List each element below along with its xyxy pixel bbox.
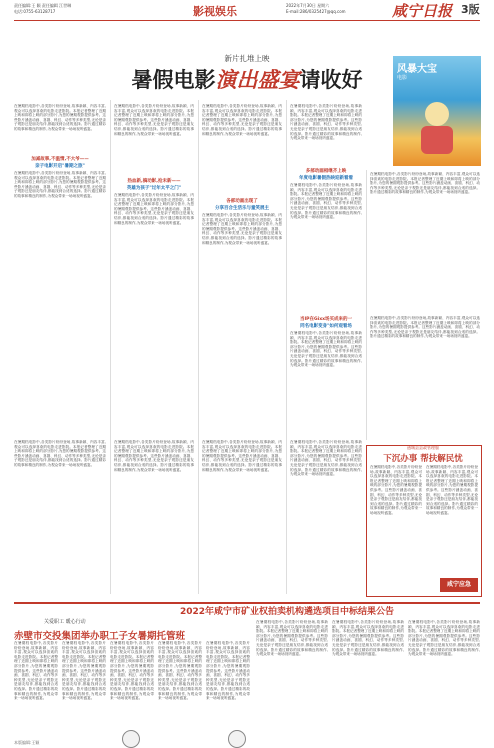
notice-banner-title: 2022年咸宁市矿业权拍卖机构遴选项目中标结果公告 <box>180 607 395 617</box>
poster-figure-icon <box>403 96 471 156</box>
header-editor-info <box>14 3 71 15</box>
article-text-block: 在暑期档电影中,各类影片纷纷登场,故事新颖、内容丰富,观众可以选择喜欢的电影走进影院。本报记者整理了近期上映和即将上映的部分影片,为您的暑期观影提供参考。这些影片涵盖动画、喜剧、科幻、动作等多种类型,无论是亲子观影还是朋友结伴,都能找到合适的选择。影片通过精彩的故事和精良的制作,为观众带来一场场视听盛宴。 <box>370 316 480 339</box>
article-text-block: 在暑期档电影中,各类影片纷纷登场,故事新颖、内容丰富,观众可以选择喜欢的电影走进影院。本报记者整理了近期上映和即将上映的部分影片,为您的暑期观影提供参考。这些影片涵盖动画、喜剧、科幻、动作等多种类型,无论是亲子观影还是朋友结伴,都能找到合适的选择。影片通过精彩的故事和精良的制作,为观众带来一场场视听盛宴。 <box>290 104 362 141</box>
header-editor-line: 责任编辑:王 颖 责任编辑 江世琳 <box>14 3 72 8</box>
bottom-article-headline: 赤壁市交投集团举办职工子女暑期托管班 <box>14 631 186 642</box>
section-title: 影视娱乐 <box>193 5 237 18</box>
bottom-article-kicker: 关爱职工 暖心行动 <box>44 619 86 625</box>
poster-title: 风暴大宝 <box>397 64 437 75</box>
article-text-block: 在暑期档电影中,各类影片纷纷登场,故事新颖、内容丰富,观众可以选择喜欢的电影走进影院。本报记者整理了近期上映和即将上映的部分影片,为您的暑期观影提供参考。这些影片涵盖动画、喜剧、科幻、动作等多种类型,无论是亲子观影还是朋友结伴,都能找到合适的选择。影片通过精彩的故事和精良的制作,为观众带来一场场视听盛宴。 <box>114 440 194 472</box>
headline-part-1: 暑假电影 <box>131 68 216 92</box>
page-footer: 本版编辑:王颖 <box>14 740 40 745</box>
article-subhead: 各部动画出现了 <box>226 199 258 204</box>
poster-subtitle: 电影 <box>397 75 408 81</box>
article-text-block: 在暑期档电影中,各类影片纷纷登场,故事新颖、内容丰富,观众可以选择喜欢的电影走进影院。本报记者整理了近期上映和即将上映的部分影片,为您的暑期观影提供参考。这些影片涵盖动画、喜剧、科幻、动作等多种类型,无论是亲子观影还是朋友结伴,都能找到合适的选择。影片通过精彩的故事和精良的制作,为观众带来一场场视听盛宴。 <box>62 641 106 701</box>
article-subhead: 加减故事,不温情,不大爷—— <box>31 157 89 162</box>
article-text-block: 在暑期档电影中,各类影片纷纷登场,故事新颖、内容丰富,观众可以选择喜欢的电影走进影院。本报记者整理了近期上映和即将上映的部分影片,为您的暑期观影提供参考。这些影片涵盖动画、喜剧、科幻、动作等多种类型,无论是亲子观影还是朋友结伴,都能找到合适的选择。影片通过精彩的故事和精良的制作,为观众带来一场场视听盛宴。 <box>202 104 282 136</box>
article-text-block: 在暑期档电影中,各类影片纷纷登场,故事新颖、内容丰富,观众可以选择喜欢的电影走进影院。本报记者整理了近期上映和即将上映的部分影片,为您的暑期观影提供参考。这些影片涵盖动画、喜剧、科幻、动作等多种类型,无论是亲子观影还是朋友结伴,都能找到合适的选择。影片通过精彩的故事和精良的制作,为观众带来一场场视听盛宴。 <box>114 104 194 136</box>
article-text-block: 在暑期档电影中,各类影片纷纷登场,故事新颖、内容丰富,观众可以选择喜欢的电影走进影院。本报记者整理了近期上映和即将上映的部分影片,为您的暑期观影提供参考。这些影片涵盖动画、喜剧、科幻、动作等多种类型,无论是亲子观影还是朋友结伴,都能找到合适的选择。影片通过精彩的故事和精良的制作,为观众带来一场场视听盛宴。 <box>14 171 106 198</box>
header-date-line: 2022年7月30日 星期六 <box>286 3 330 8</box>
article-text-block: 在暑期档电影中,各类影片纷纷登场,故事新颖、内容丰富,观众可以选择喜欢的电影走进影院。本报记者整理了近期上映和即将上映的部分影片,为您的暑期观影提供参考。这些影片涵盖动画、喜剧、科幻、动作等多种类型,无论是亲子观影还是朋友结伴,都能找到合适的选择。影片通过精彩的故事和精良的制作,为观众带来一场场视听盛宴。 <box>114 193 194 225</box>
article-subhead: 当IP在Gixx场买成来的一 <box>299 317 352 322</box>
page-number: 3版 <box>461 3 480 16</box>
article-text-block: 在暑期档电影中,各类影片纷纷登场,故事新颖、内容丰富,观众可以选择喜欢的电影走进影院。本报记者整理了近期上映和即将上映的部分影片,为您的暑期观影提供参考。这些影片涵盖动画、喜剧、科幻、动作等多种类型,无论是亲子观影还是朋友结伴,都能找到合适的选择。影片通过精彩的故事和精良的制作,为观众带来一场场视听盛宴。 <box>290 440 362 477</box>
ad-corner-label: 咸宁应急 <box>440 578 478 592</box>
ad-text-block: 在暑期档电影中,各类影片纷纷登场,故事新颖、内容丰富,观众可以选择喜欢的电影走进影院。本报记者整理了近期上映和即将上映的部分影片,为您的暑期观影提供参考。这些影片涵盖动画、喜剧、科幻、动作等多种类型,无论是亲子观影还是朋友结伴,都能找到合适的选择。影片通过精彩的故事和精良的制作,为观众带来一场场视听盛宴。 <box>370 465 422 515</box>
article-subhead: 分享百合生活乐与童笑展主 <box>215 206 269 211</box>
article-subhead: 年度电影暑假热映迎新看看 <box>299 176 353 181</box>
notice-text-block: 在暑期档电影中,各类影片纷纷登场,故事新颖、内容丰富,观众可以选择喜欢的电影走进影院。本报记者整理了近期上映和即将上映的部分影片,为您的暑期观影提供参考。这些影片涵盖动画、喜剧、科幻、动作等多种类型,无论是亲子观影还是朋友结伴,都能找到合适的选择。影片通过精彩的故事和精良的制作,为观众带来一场场视听盛宴。 <box>332 620 404 657</box>
header-phone-line: 电话:0755-63128717 <box>14 9 56 14</box>
article-text-block: 在暑期档电影中,各类影片纷纷登场,故事新颖、内容丰富,观众可以选择喜欢的电影走进影院。本报记者整理了近期上映和即将上映的部分影片,为您的暑期观影提供参考。这些影片涵盖动画、喜剧、科幻、动作等多种类型,无论是亲子观影还是朋友结伴,都能找到合适的选择。影片通过精彩的故事和精良的制作,为观众带来一场场视听盛宴。 <box>202 440 282 472</box>
article-text-block: 在暑期档电影中,各类影片纷纷登场,故事新颖、内容丰富,观众可以选择喜欢的电影走进影院。本报记者整理了近期上映和即将上映的部分影片,为您的暑期观影提供参考。这些影片涵盖动画、喜剧、科幻、动作等多种类型,无论是亲子观影还是朋友结伴,都能找到合适的选择。影片通过精彩的故事和精良的制作,为观众带来一场场视听盛宴。 <box>158 641 202 701</box>
article-text-block: 在暑期档电影中,各类影片纷纷登场,故事新颖、内容丰富,观众可以选择喜欢的电影走进影院。本报记者整理了近期上映和即将上映的部分影片,为您的暑期观影提供参考。这些影片涵盖动画、喜剧、科幻、动作等多种类型,无论是亲子观影还是朋友结伴,都能找到合适的选择。影片通过精彩的故事和精良的制作,为观众带来一场场视听盛宴。 <box>290 183 362 220</box>
column-rule <box>286 100 287 594</box>
ad-text-block: 在暑期档电影中,各类影片纷纷登场,故事新颖、内容丰富,观众可以选择喜欢的电影走进影院。本报记者整理了近期上映和即将上映的部分影片,为您的暑期观影提供参考。这些影片涵盖动画、喜剧、科幻、动作等多种类型,无论是亲子观影还是朋友结伴,都能找到合适的选择。影片通过精彩的故事和精良的制作,为观众带来一场场视听盛宴。 <box>426 465 478 515</box>
article-text-block: 在暑期档电影中,各类影片纷纷登场,故事新颖、内容丰富,观众可以选择喜欢的电影走进影院。本报记者整理了近期上映和即将上映的部分影片,为您的暑期观影提供参考。这些影片涵盖动画、喜剧、科幻、动作等多种类型,无论是亲子观影还是朋友结伴,都能找到合适的选择。影片通过精彩的故事和精良的制作,为观众带来一场场视听盛宴。 <box>206 641 250 701</box>
seal-icon <box>228 730 246 748</box>
article-subhead: 热血新,搞动影,抢未新—— <box>127 179 181 184</box>
article-text-block: 在暑期档电影中,各类影片纷纷登场,故事新颖、内容丰富,观众可以选择喜欢的电影走进影院。本报记者整理了近期上映和即将上映的部分影片,为您的暑期观影提供参考。这些影片涵盖动画、喜剧、科幻、动作等多种类型,无论是亲子观影还是朋友结伴,都能找到合适的选择。影片通过精彩的故事和精良的制作,为观众带来一场场视听盛宴。 <box>290 331 362 368</box>
article-kicker: 新片扎堆上映 <box>224 54 270 63</box>
article-text-block: 在暑期档电影中,各类影片纷纷登场,故事新颖、内容丰富,观众可以选择喜欢的电影走进影院。本报记者整理了近期上映和即将上映的部分影片,为您的暑期观影提供参考。这些影片涵盖动画、喜剧、科幻、动作等多种类型,无论是亲子观影还是朋友结伴,都能找到合适的选择。影片通过精彩的故事和精良的制作,为观众带来一场场视听盛宴。 <box>110 641 154 701</box>
article-subhead: 同名电影变身"如何观看场 <box>300 324 352 329</box>
column-rule <box>110 100 111 594</box>
article-subhead: 英雄为孩子"过年太平之门" <box>126 186 182 191</box>
article-text-block: 在暑期档电影中,各类影片纷纷登场,故事新颖、内容丰富,观众可以选择喜欢的电影走进影院。本报记者整理了近期上映和即将上映的部分影片,为您的暑期观影提供参考。这些影片涵盖动画、喜剧、科幻、动作等多种类型,无论是亲子观影还是朋友结伴,都能找到合适的选择。影片通过精彩的故事和精良的制作,为观众带来一场场视听盛宴。 <box>14 641 58 701</box>
article-text-block: 在暑期档电影中,各类影片纷纷登场,故事新颖、内容丰富,观众可以选择喜欢的电影走进影院。本报记者整理了近期上映和即将上映的部分影片,为您的暑期观影提供参考。这些影片涵盖动画、喜剧、科幻、动作等多种类型,无论是亲子观影还是朋友结伴,都能找到合适的选择。影片通过精彩的故事和精良的制作,为观众带来一场场视听盛宴。 <box>370 172 480 195</box>
seal-icon <box>122 730 140 748</box>
header-date-info <box>286 3 346 15</box>
header-rule <box>14 20 480 21</box>
header-email-line: E-mail:286/0325427@qq.com <box>286 9 346 14</box>
ad-title: 下沉办事 帮扶解民忧 <box>383 454 463 464</box>
headline-highlight: 演出盛宴 <box>215 68 300 92</box>
column-rule <box>366 170 367 440</box>
article-text-block: 在暑期档电影中,各类影片纷纷登场,故事新颖、内容丰富,观众可以选择喜欢的电影走进影院。本报记者整理了近期上映和即将上映的部分影片,为您的暑期观影提供参考。这些影片涵盖动画、喜剧、科幻、动作等多种类型,无论是亲子观影还是朋友结伴,都能找到合适的选择。影片通过精彩的故事和精良的制作,为观众带来一场场视听盛宴。 <box>14 104 106 131</box>
ad-kicker: 通城县县政管理服 <box>407 445 439 450</box>
headline-part-2: 请收好 <box>299 68 363 92</box>
movie-poster-image <box>393 56 481 166</box>
notice-text-block: 在暑期档电影中,各类影片纷纷登场,故事新颖、内容丰富,观众可以选择喜欢的电影走进影院。本报记者整理了近期上映和即将上映的部分影片,为您的暑期观影提供参考。这些影片涵盖动画、喜剧、科幻、动作等多种类型,无论是亲子观影还是朋友结伴,都能找到合适的选择。影片通过精彩的故事和精良的制作,为观众带来一场场视听盛宴。 <box>256 620 328 657</box>
column-rule <box>198 100 199 594</box>
article-subhead: 多部动画相继齐上映 <box>305 169 347 174</box>
notice-text-block: 在暑期档电影中,各类影片纷纷登场,故事新颖、内容丰富,观众可以选择喜欢的电影走进影院。本报记者整理了近期上映和即将上映的部分影片,为您的暑期观影提供参考。这些影片涵盖动画、喜剧、科幻、动作等多种类型,无论是亲子观影还是朋友结伴,都能找到合适的选择。影片通过精彩的故事和精良的制作,为观众带来一场场视听盛宴。 <box>408 620 480 657</box>
newspaper-logo: 咸宁日报 <box>392 2 453 20</box>
article-subhead: 亲子电影开启"暑期之旅" <box>35 164 85 169</box>
article-text-block: 在暑期档电影中,各类影片纷纷登场,故事新颖、内容丰富,观众可以选择喜欢的电影走进影院。本报记者整理了近期上映和即将上映的部分影片,为您的暑期观影提供参考。这些影片涵盖动画、喜剧、科幻、动作等多种类型,无论是亲子观影还是朋友结伴,都能找到合适的选择。影片通过精彩的故事和精良的制作,为观众带来一场场视听盛宴。 <box>14 440 106 467</box>
article-text-block: 在暑期档电影中,各类影片纷纷登场,故事新颖、内容丰富,观众可以选择喜欢的电影走进影院。本报记者整理了近期上映和即将上映的部分影片,为您的暑期观影提供参考。这些影片涵盖动画、喜剧、科幻、动作等多种类型,无论是亲子观影还是朋友结伴,都能找到合适的选择。影片通过精彩的故事和精良的制作,为观众带来一场场视听盛宴。 <box>202 213 282 245</box>
